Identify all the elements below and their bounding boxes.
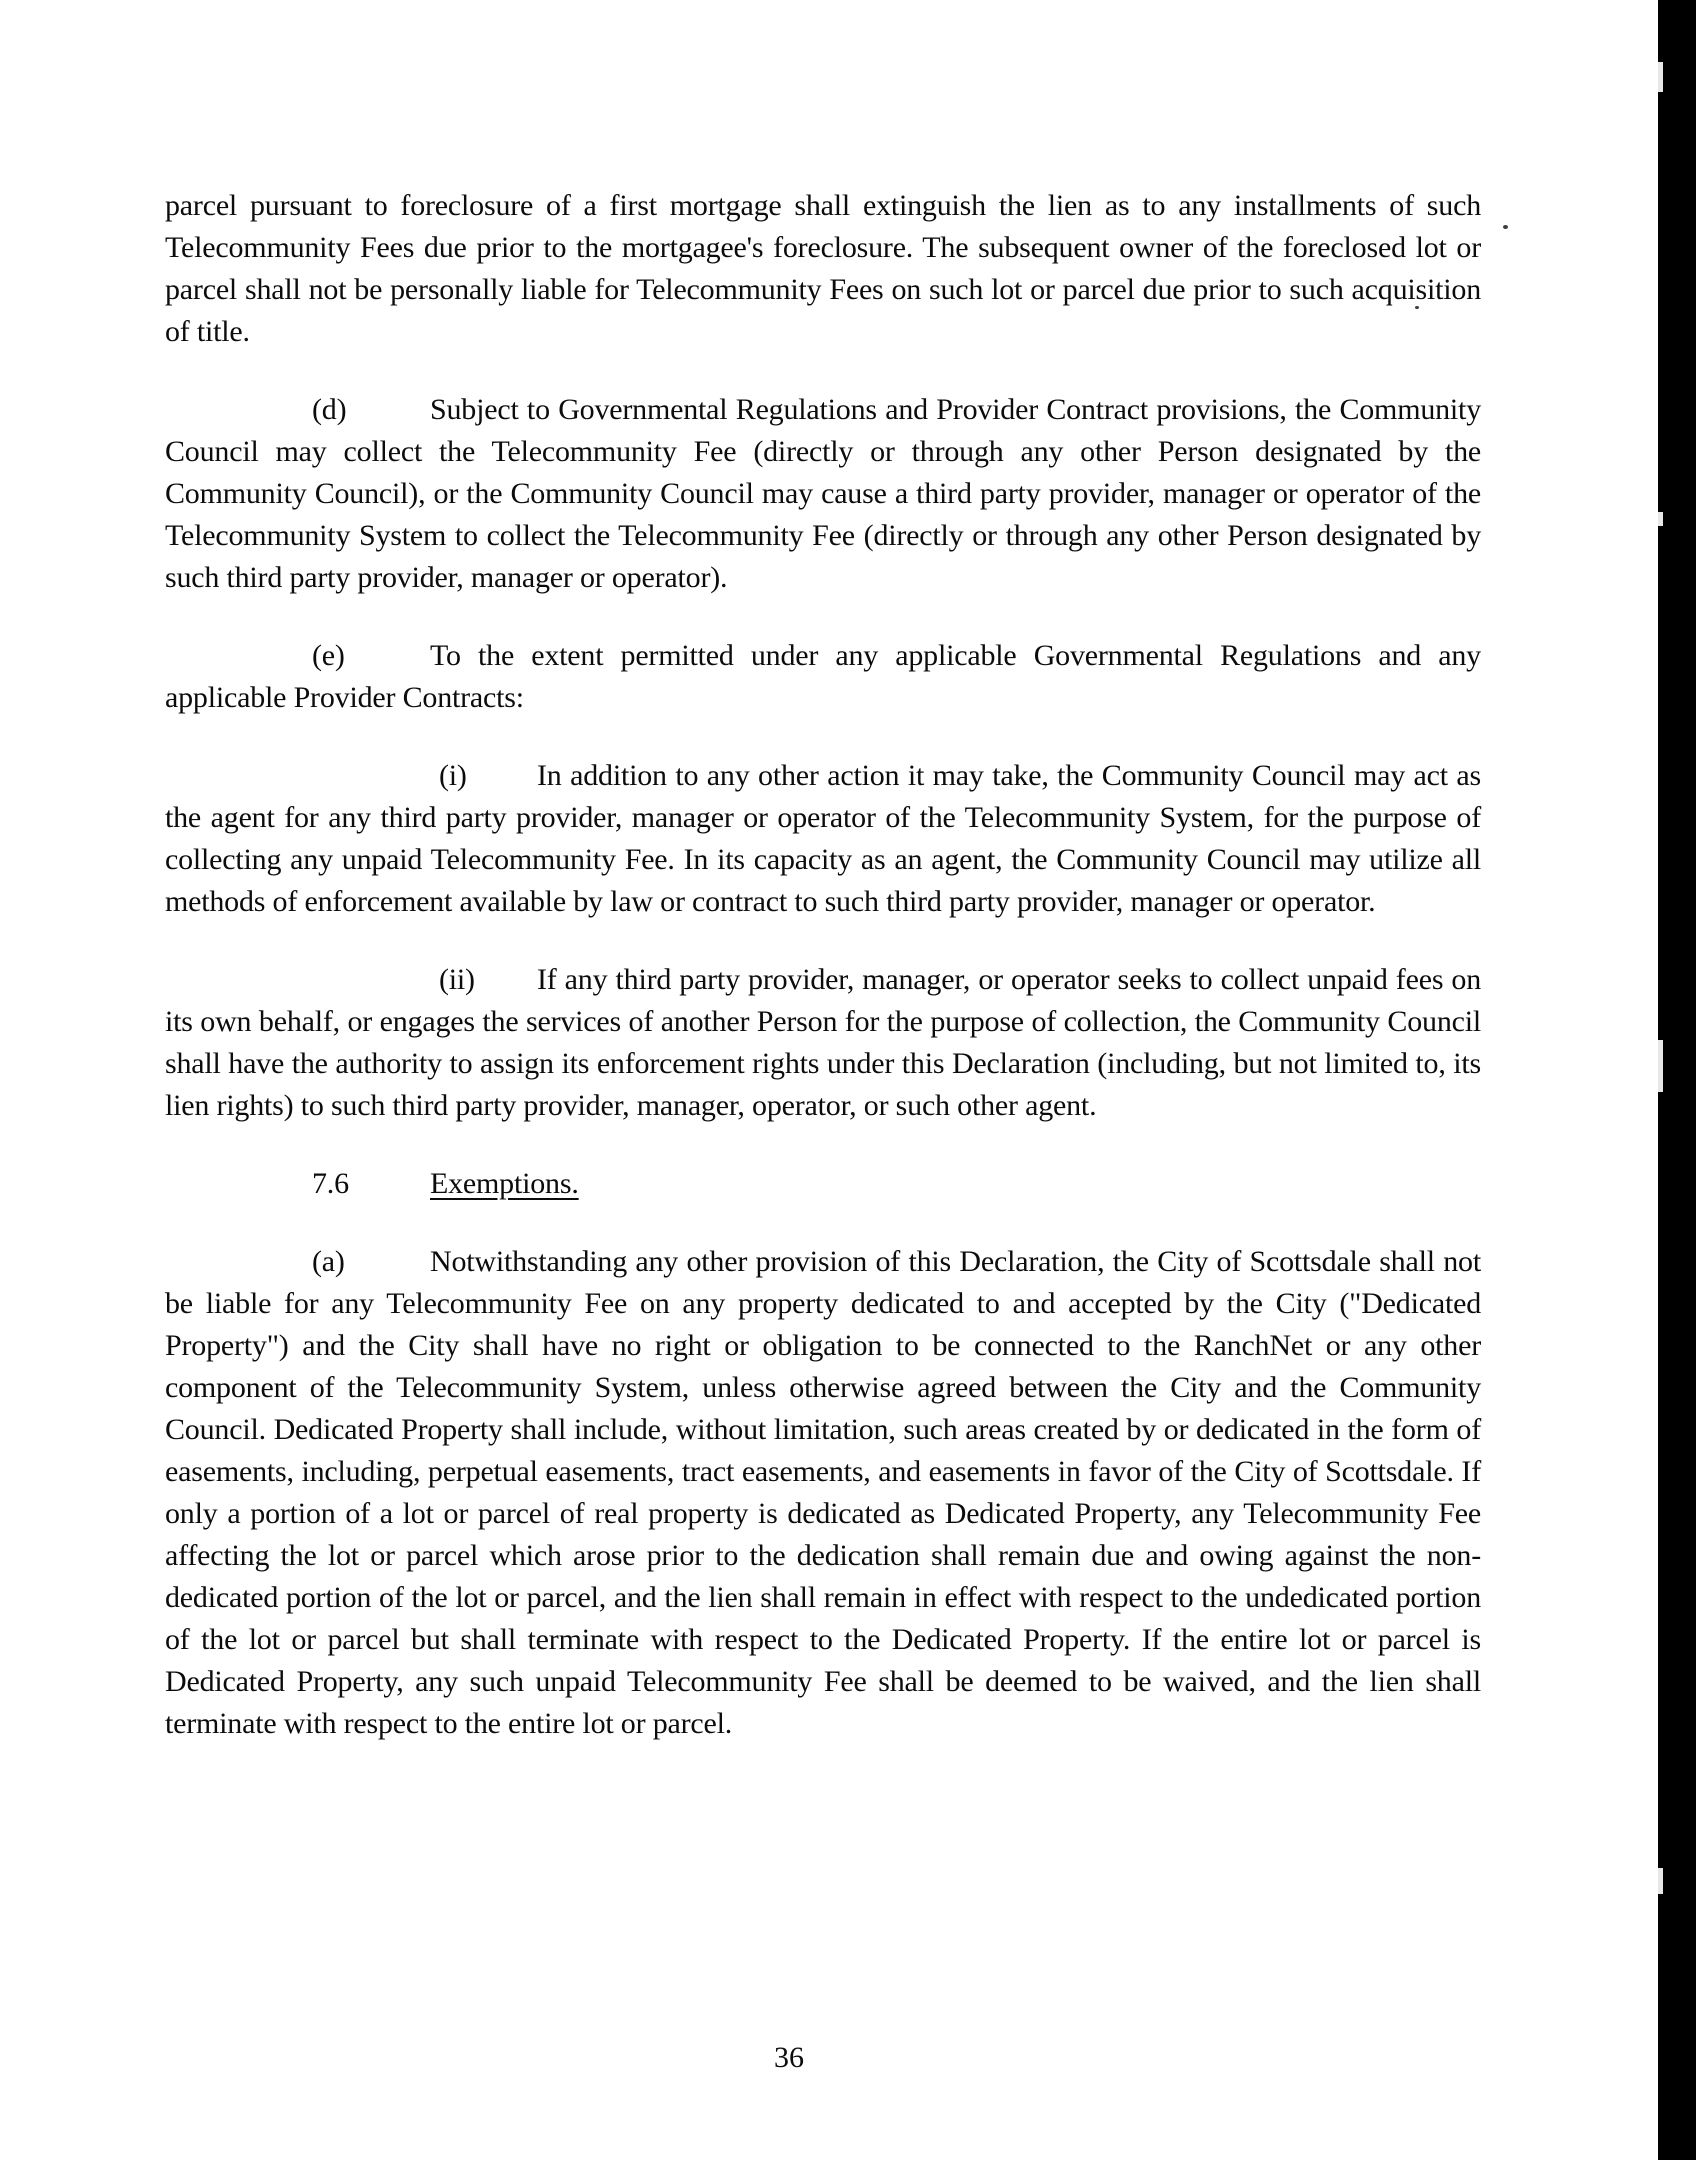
paragraph-e (165, 635, 1481, 719)
paragraph-label: (a) (312, 1245, 345, 1278)
paragraph-label: (ii) (439, 963, 475, 996)
scan-artifact (1658, 1040, 1663, 1092)
paragraph-text: Notwithstanding any other provision of this Declaration, the City of Scottsdale shall not be liable for any Telecommunity Fee on any property dedicated to and accepted by the City ("Dedicated Property") and the City shall have no right or obligation to be connected to the RanchNet or any other component of the Telecommunity System, unless otherwise agreed between the City and the Community Council. Dedicated Property shall include, without limitation, such areas created by or dedicated in the form of easements, including, perpetual easements, tract easements, and easements in favor of the City of Scottsdale. If only a portion of a lot or parcel of real property is dedicated as Dedicated Property, any Telecommunity Fee affecting the lot or parcel which arose prior to the dedication shall remain due and owing against the non-dedicated portion of the lot or parcel, and the lien shall remain in effect with respect to the undedicated portion of the lot or parcel but shall terminate with respect to the Dedicated Property. If the entire lot or parcel is Dedicated Property, any such unpaid Telecommunity Fee shall be deemed to be waived, and the lien shall terminate with respect to the entire lot or parcel. (165, 1245, 1481, 1740)
page-number: 36 (774, 2041, 804, 2074)
paragraph-label: (d) (312, 393, 347, 426)
paragraph-label: (e) (312, 639, 345, 672)
section-title: Exemptions. (430, 1167, 579, 1200)
paragraph-continuation (165, 185, 1481, 353)
section-heading (165, 1163, 1481, 1205)
paragraph-text: If any third party provider, manager, or operator seeks to collect unpaid fees on its own behalf, or engages the services of another Person for the purpose of collection, the Community Council shall have the authority to assign its enforcement rights under this Declaration (including, but not limited to, its lien rights) to such third party provider, manager, operator, or such other agent. (165, 963, 1481, 1122)
scan-artifact (1658, 1868, 1663, 1894)
scan-edge-bar (1658, 0, 1696, 2160)
scan-artifact (1658, 62, 1663, 92)
paragraph-text: In addition to any other action it may take, the Community Council may act as the agent for any third party provider, manager or operator of the Telecommunity System, for the purpose of collecting any unpaid Telecommunity Fee. In its capacity as an agent, the Community Council may utilize all methods of enforcement available by law or contract to such third party provider, manager or operator. (165, 759, 1481, 918)
paragraph-label: (i) (439, 759, 467, 792)
paragraph-ii (165, 959, 1481, 1127)
paragraph-text: Subject to Governmental Regulations and Provider Contract provisions, the Community Council may collect the Telecommunity Fee (directly or through any other Person designated by the Community Council), or the Community Council may cause a third party provider, manager or operator of the Telecommunity System to collect the Telecommunity Fee (directly or through any other Person designated by such third party provider, manager or operator). (165, 393, 1481, 594)
scan-artifact (1658, 512, 1663, 526)
paragraph-text: parcel pursuant to foreclosure of a first mortgage shall extinguish the lien as to any installments of such Telecommunity Fees due prior to the mortgagee's foreclosure. The subsequent owner of the foreclosed lot or parcel shall not be personally liable for Telecommunity Fees on such lot or parcel due prior to such acquisition of title. (165, 189, 1481, 348)
paragraph-a (165, 1241, 1481, 1745)
scan-speck (1503, 225, 1508, 229)
paragraph-d (165, 389, 1481, 599)
paragraph-i (165, 755, 1481, 923)
section-number: 7.6 (312, 1167, 349, 1200)
paragraph-text: To the extent permitted under any applicable Governmental Regulations and any applicable Provider Contracts: (165, 639, 1481, 714)
document-body (165, 185, 1481, 1745)
